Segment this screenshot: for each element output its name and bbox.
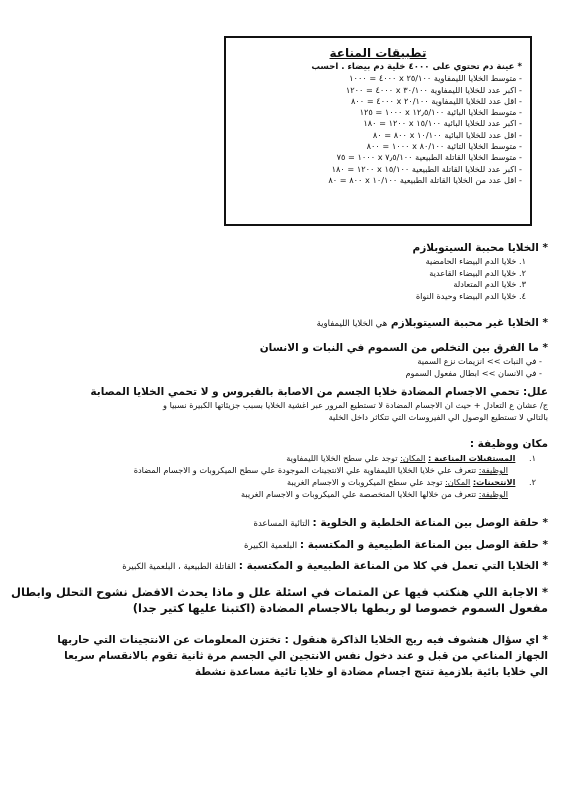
immunity-applications-box	[224, 36, 532, 226]
answer-line: بالتالي لا تستطيع الوصول الي الفيروسات التي تتكاثر داخل الخلية	[328, 411, 548, 422]
section-heading: * حلقة الوصل بين المناعة الخلطية و الخلوية : التائية المساعدة	[253, 517, 548, 529]
box-line: - متوسط الخلايا البائية ١٢٫٥/١٠٠ x ١٠٠٠ = ١٢٥	[359, 107, 522, 118]
box-line: - اكبر عدد للخلايا الليمفاوية ٣٠/١٠٠ x ٤٠٠٠ = ١٢٠٠	[345, 84, 522, 95]
memory-heading: * اي سؤال هنشوف فيه ريج الخلايا الذاكرة هنقول : تختزن المعلومات عن الانتجينات التي حاربها	[57, 634, 548, 646]
note-line: مفعول السموم خصوصا لو ربطها بالاجسام المضادة (اكتبنا عليها كتير جدا)	[132, 601, 548, 615]
section-heading: * حلقة الوصل بين المناعة الطبيعية و المكتسبة : البلعمية الكبيرة	[244, 539, 548, 551]
nongranular-cells-section	[70, 315, 548, 332]
memory-cells-section	[57, 632, 548, 680]
answer-line: ج/ عشان ع التعادل + حيث ان الاجسام المضادة لا تستطيع المرور عبر اغشية الخلايا بسبب جزيئاتها الكبيرة نسبيا و	[163, 400, 548, 410]
section-heading: علل: تحمي الاجسام المضادة خلايا الجسم من الاصابة بالفيروس و لا تحمي الخلايا المصابة	[90, 386, 548, 398]
heading-text: * الخلايا غير محببة السيتوبلازم	[390, 317, 548, 329]
box-title: تطبيقات المناعة	[329, 46, 427, 60]
section-heading: * الخلايا التي تعمل في كلا من المناعة الطبيعية و المكتسبة : القاتلة الطبيعية ، البلعمية الكبيرة	[122, 560, 548, 572]
why-question-section	[40, 384, 548, 423]
box-line: - اقل عدد للخلايا الليمفاوية ٢٠/١٠٠ x ٤٠٠٠ = ٨٠٠	[351, 95, 522, 106]
toxins-section	[70, 340, 548, 379]
section-heading: مكان ووظيفة :	[469, 438, 548, 450]
place-function-section	[70, 436, 548, 500]
answer-note-section	[11, 584, 548, 616]
section-heading: * ما الفرق بين التخلص من السموم في النبات و الانسان	[259, 342, 548, 354]
box-line: - اقل عدد للخلايا البائية ١٠/١٠٠ x ٨٠٠ = ٨٠	[372, 129, 522, 140]
link-humoral-cellular	[70, 515, 548, 532]
box-line: - اكبر عدد للخلايا البائية ١٥/١٠٠ x ١٢٠٠ = ١٨٠	[363, 118, 522, 129]
box-line: - اقل عدد من الخلايا القاتلة الطبيعية ١٠/١٠٠ x ٨٠٠ = ٨٠	[328, 174, 522, 185]
list-item: ١. خلايا الدم البيضاء الحامضية	[425, 256, 526, 266]
antigens-item: ٢. الانتجينات: المكان: توجد علي سطح الميكروبات و الاجسام الغريبة	[286, 477, 536, 487]
box-line: - متوسط الخلايا التائية ٨٠/١٠٠ x ١٠٠٠ = ٨٠٠	[366, 141, 522, 152]
list-item: ٢. خلايا الدم البيضاء القاعدية	[429, 267, 526, 278]
granular-cells-section	[70, 240, 548, 302]
note-line: * الاجابة اللي هنكتب فيها عن المتمات في اسئلة علل و ماذا يحدث الافضل نشوح التحلل وابطال	[11, 585, 548, 599]
receptors-function: الوظيفة: تتعرف علي خلايا الخلايا الليمفاوية علي الانتجينات الموجودة علي سطح الميكروبات و الاجسام المضادة	[133, 465, 508, 475]
box-line: - اكبر عدد للخلايا القاتلة الطبيعية ١٥/١٠٠ x ١٢٠٠ = ١٨٠	[331, 163, 522, 174]
memory-line: الي خلايا بائية بلازمية تنتج اجسام مضادة او خلايا تائية مساعدة نشطة	[194, 666, 548, 678]
receptors-item: ١. المستقبلات المناعية : المكان: توجد علي سطح الخلايا الليمفاوية	[286, 453, 536, 463]
box-line: * عينة دم تحتوي على ٤٠٠٠ خلية دم بيضاء . احسب	[311, 62, 522, 72]
list-item: - في النبات >> انزيمات نزع السمية	[417, 356, 542, 366]
list-item: - في الانسان >> ابطال مفعول السموم	[405, 367, 542, 378]
box-line: - متوسط الخلايا القاتلة الطبيعية ٧٫٥/١٠٠ x ١٠٠٠ = ٧٥	[336, 152, 522, 163]
heading-tail: هي الخلايا الليمفاوية	[316, 319, 388, 329]
section-heading: * الخلايا محببة السيتوبلازم	[412, 242, 548, 254]
both-immunity-cells	[70, 558, 548, 575]
list-item: ٣. خلايا الدم المتعادلة	[453, 279, 526, 289]
antigens-function: الوظيفة: تتعرف من خلالها الخلايا المتخصصة علي الميكروبات و الاجسام الغريبة	[241, 489, 508, 499]
list-item: ٤. خلايا الدم البيضاء وحيدة النواة	[415, 290, 526, 301]
memory-line: الجهاز المناعي من قبل و عند دخول نفس الانتجين الي الجسم مرة ثانية تقوم بالانقسام سريعا	[64, 650, 548, 662]
section-heading	[70, 315, 548, 332]
link-natural-acquired	[70, 537, 548, 554]
box-line: - متوسط الخلايا الليمفاوية ٢٥/١٠٠ x ٤٠٠٠ = ١٠٠٠	[349, 73, 522, 84]
